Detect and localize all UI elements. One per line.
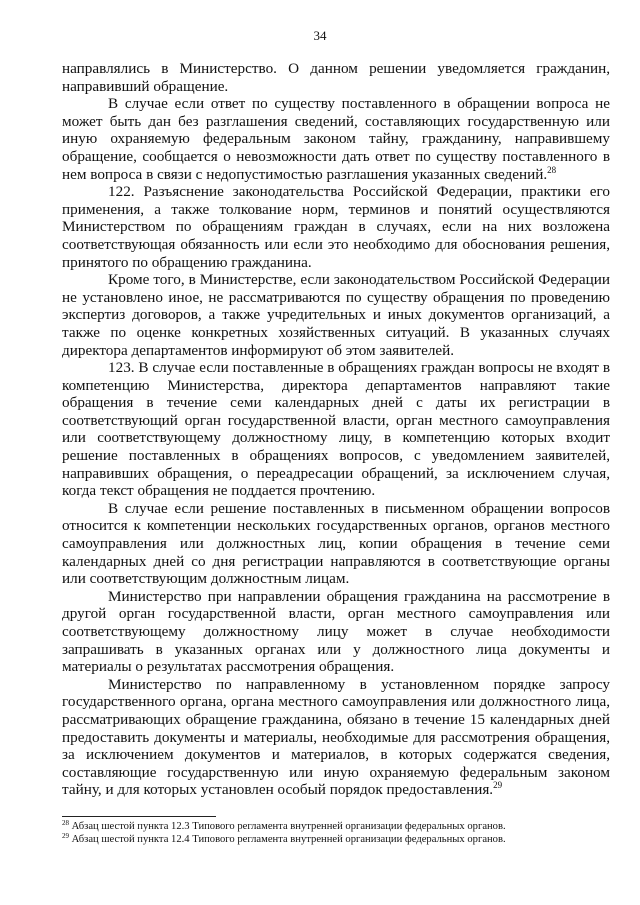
footnote-number: 29 xyxy=(62,832,69,840)
footnote xyxy=(62,833,610,846)
paragraph xyxy=(62,588,610,676)
paragraph-text: В случае если решение поставленных в письменном обращении вопросов относится к компетенции нескольких государственных органов, органов местного самоуправления или должностных лиц, копии обращения в течение семи календарных дней со дня регистрации направляются в соответствующие органы или соответствующим должностным лицам. xyxy=(62,499,610,588)
paragraph-text: 122. Разъяснение законодательства Российской Федерации, практики его применения, а также толкование норм, терминов и понятий осуществляются Министерством по обращениям граждан в случаях, если на них возложена соответствующая обязанность или если это необходимо для обоснования решения, принятого по обращению гражданина. xyxy=(62,183,610,271)
paragraph xyxy=(62,60,610,95)
paragraph xyxy=(62,500,610,588)
footnote-text: Абзац шестой пункта 12.3 Типового регламента внутренней организации федеральных органов. xyxy=(71,821,506,832)
footnotes xyxy=(62,820,610,846)
paragraph xyxy=(62,95,610,183)
paragraph-text: направлялись в Министерство. О данном решении уведомляется гражданин, направивший обращение. xyxy=(62,60,610,95)
paragraph-text: 123. В случае если поставленные в обращениях граждан вопросы не входят в компетенцию Министерства, директора департаментов направляют такие обращения в течение семи календарных дней с даты их регистрации в соответствующий орган государственной власти, орган местного самоуправления или соответствующему должностному лицу, в компетенцию которых входит решение поставленных в обращениях вопросов, с уведомлением заявителей, направивших обращения, о переадресации обращений, за исключением случая, когда текст обращения не поддается прочтению. xyxy=(62,359,610,500)
page-number: 34 xyxy=(313,28,327,43)
paragraph-text: В случае если ответ по существу поставленного в обращении вопроса не может быть дан без разглашения сведений, составляющих государственную или иную охраняемую федеральным законом тайну, гражданину, направившему обращение, сообщается о невозможности дать ответ по существу поставленного в нем вопроса в связи с недопустимостью разглашения указанных сведений. xyxy=(62,95,610,183)
paragraph xyxy=(62,271,610,359)
paragraph-text: Министерство по направленному в установленном порядке запросу государственного органа, органа местного самоуправления или должностного лица, рассматривающих обращение гражданина, обязано в течение 15 календарных дней предоставить документы и материалы, необходимые для рассмотрения обращения, за исключением документов и материалов, в которых содержатся сведения, составляющие государственную или иную охраняемую федеральным законом тайну, и для которых установлен особый порядок предоставления. xyxy=(62,675,610,799)
body-text xyxy=(62,60,610,799)
footnote-divider xyxy=(62,816,216,817)
footnote-ref[interactable]: 28 xyxy=(547,164,557,175)
paragraph xyxy=(62,359,610,500)
paragraph-text: Министерство при направлении обращения гражданина на рассмотрение в другой орган государственной власти, орган местного самоуправления или соответствующему должностному лицу может в случае необходимости запрашивать в указанных органах или у должностного лица документы и материалы о результатах рассмотрения обращения. xyxy=(62,587,610,676)
footnote xyxy=(62,820,610,833)
paragraph xyxy=(62,676,610,799)
footnote-number: 28 xyxy=(62,819,69,827)
paragraph xyxy=(62,183,610,271)
paragraph-text: Кроме того, в Министерстве, если законодательством Российской Федерации не установлено иное, не рассматриваются по существу обращения по проведению экспертиз договоров, а также учредительных и иных документов организаций, а также по оценке конкретных хозяйственных ситуаций. В указанных случаях директора департаментов информируют об этом заявителей. xyxy=(62,271,610,359)
footnote-ref[interactable]: 29 xyxy=(493,780,503,791)
footnote-text: Абзац шестой пункта 12.4 Типового регламента внутренней организации федеральных органов. xyxy=(71,834,506,845)
